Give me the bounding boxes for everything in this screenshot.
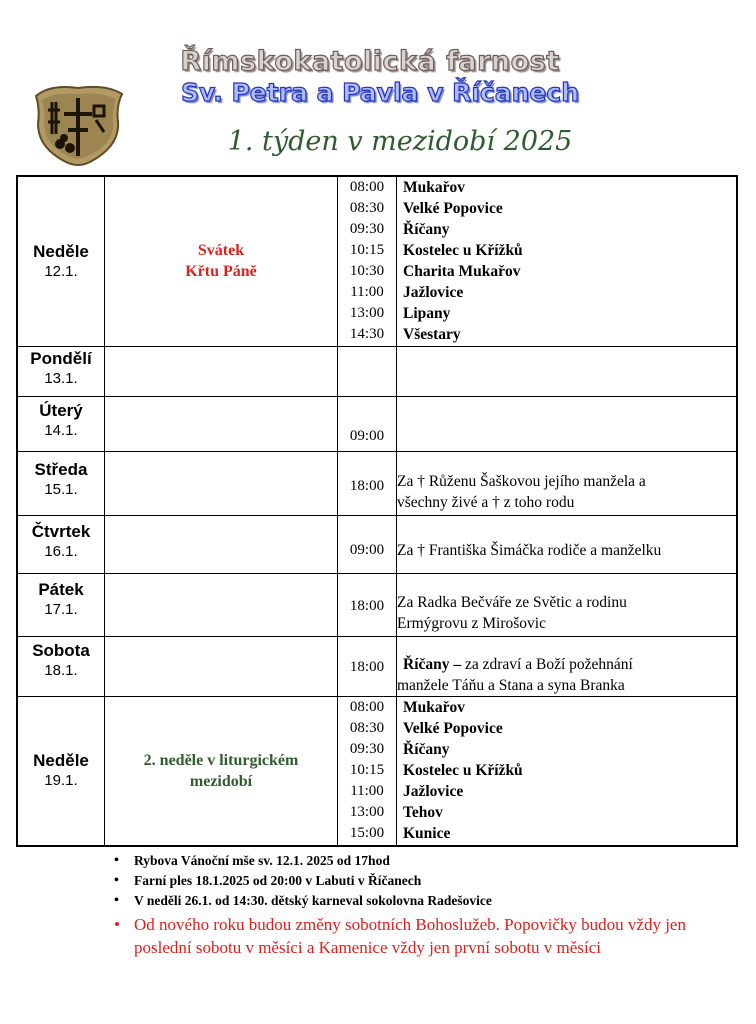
times-cell <box>338 515 397 573</box>
mass-time: 08:30 <box>349 720 385 737</box>
mass-place: Říčany <box>403 221 450 239</box>
day-date: 15.1. <box>44 480 78 498</box>
mass-time: 14:30 <box>349 326 385 343</box>
table-row <box>17 696 737 846</box>
table-row <box>17 573 737 636</box>
mass-place: Kunice <box>403 825 451 843</box>
feast-line: 2. neděle v liturgickém <box>143 751 299 769</box>
mass-time: 13:00 <box>349 305 385 322</box>
intent-line: Ermýgrovu z Mirošovic <box>397 614 546 632</box>
mass-time: 09:30 <box>349 221 385 238</box>
intent-line: Za † Růženu Šaškovou jejího manžela a <box>397 472 646 490</box>
mass-time: 09:30 <box>349 741 385 758</box>
mass-place: Mukařov <box>403 699 465 717</box>
times-cell <box>338 636 397 696</box>
feast-cell <box>105 573 338 636</box>
mass-time: 10:15 <box>349 762 385 779</box>
mass-time: 08:00 <box>349 179 385 196</box>
parish-title: Římskokatolická farnost <box>180 46 560 77</box>
feast-cell <box>105 515 338 573</box>
announcement-highlight: • Od nového roku budou změny sobotních Bohoslužeb. Popovičky budou vždy jen poslední sobotu v měsíci a Kamenice vždy jen první sobotu v měsíci <box>112 913 742 959</box>
times-cell <box>338 451 397 515</box>
day-date: 18.1. <box>44 661 78 679</box>
day-name: Pátek <box>38 579 84 599</box>
parish-crest-icon <box>30 82 126 168</box>
mass-time: 08:00 <box>349 699 385 716</box>
mass-time: 13:00 <box>349 804 385 821</box>
mass-place: Kostelec u Křížků <box>403 242 523 260</box>
feast-cell <box>105 396 338 451</box>
announcements <box>112 851 742 959</box>
table-row <box>17 346 737 396</box>
day-name: Středa <box>34 459 88 479</box>
announcement-item: • Rybova Vánoční mše sv. 12.1. 2025 od 17hod <box>112 851 742 871</box>
day-cell <box>17 636 105 696</box>
mass-time: 18:00 <box>349 597 385 614</box>
mass-time: 18:00 <box>349 477 385 494</box>
mass-place: Charita Mukařov <box>403 263 521 281</box>
intent-line <box>397 654 736 675</box>
mass-time: 10:15 <box>349 242 385 259</box>
feast-cell <box>105 346 338 396</box>
mass-time: 10:30 <box>349 263 385 280</box>
mass-time: 18:00 <box>349 658 385 675</box>
mass-time: 11:00 <box>350 284 384 301</box>
day-cell <box>17 176 105 346</box>
day-cell <box>17 573 105 636</box>
day-cell <box>17 346 105 396</box>
mass-place: Lipany <box>403 305 451 323</box>
week-title: 1. týden v mezidobí 2025 <box>227 126 573 157</box>
feast-cell <box>105 176 338 346</box>
day-date: 13.1. <box>44 369 78 387</box>
intent-cell <box>397 636 738 696</box>
times-cell <box>338 346 397 396</box>
day-date: 16.1. <box>44 542 78 560</box>
mass-schedule-table <box>16 175 738 847</box>
mass-time: 08:30 <box>349 200 385 217</box>
intent-line: všechny živé a † z toho rodu <box>397 493 575 511</box>
feast-line: Křtu Páně <box>185 263 257 281</box>
feast-line: mezidobí <box>189 772 253 790</box>
intent-place: Říčany – <box>403 655 462 673</box>
times-cell <box>338 396 397 451</box>
announcement-item: • Farní ples 18.1.2025 od 20:00 v Labuti v Říčanech <box>112 871 742 891</box>
feast-cell <box>105 451 338 515</box>
parish-subtitle: Sv. Petra a Pavla v Říčanech <box>180 78 579 107</box>
times-cell <box>338 573 397 636</box>
places-cell <box>397 176 738 346</box>
mass-place: Velké Popovice <box>403 200 503 218</box>
day-date: 14.1. <box>44 421 78 439</box>
day-date: 12.1. <box>44 262 78 280</box>
day-date: 17.1. <box>44 600 78 618</box>
intent-cell <box>397 515 738 573</box>
day-name: Neděle <box>33 241 89 261</box>
feast-cell <box>105 696 338 846</box>
mass-place: Všestary <box>403 326 461 344</box>
feast-line: Svátek <box>197 242 245 260</box>
mass-time: 09:00 <box>349 427 385 444</box>
page-header <box>0 0 756 172</box>
feast-cell <box>105 636 338 696</box>
mass-place: Jažlovice <box>403 783 464 801</box>
day-cell <box>17 696 105 846</box>
intent-cell <box>397 346 738 396</box>
day-cell <box>17 396 105 451</box>
table-row <box>17 396 737 451</box>
announcement-item: • V neděli 26.1. od 14:30. dětský karneval sokolovna Radešovice <box>112 891 742 911</box>
intent-text: za zdraví a Boží požehnání <box>461 655 633 673</box>
day-name: Neděle <box>33 751 89 771</box>
table-row <box>17 176 737 346</box>
intent-cell <box>397 396 738 451</box>
table-row <box>17 515 737 573</box>
day-cell <box>17 515 105 573</box>
day-name: Čtvrtek <box>31 521 91 541</box>
table-row <box>17 451 737 515</box>
table-row <box>17 636 737 696</box>
mass-time: 09:00 <box>349 541 385 558</box>
intent-line: Za † Františka Šimáčka rodiče a manželku <box>397 541 662 559</box>
intent-line: Za Radka Bečváře ze Světic a rodinu <box>397 593 627 611</box>
day-name: Úterý <box>39 400 83 420</box>
mass-place: Velké Popovice <box>403 720 503 738</box>
mass-place: Mukařov <box>403 179 465 197</box>
mass-time: 15:00 <box>349 825 385 842</box>
day-name: Pondělí <box>30 348 92 368</box>
times-cell <box>338 176 397 346</box>
day-name: Sobota <box>32 640 90 660</box>
intent-cell <box>397 451 738 515</box>
intent-cell <box>397 573 738 636</box>
mass-place: Jažlovice <box>403 284 464 302</box>
mass-place: Tehov <box>403 804 443 822</box>
times-cell <box>338 696 397 846</box>
mass-place: Říčany <box>403 741 450 759</box>
mass-place: Kostelec u Křížků <box>403 762 523 780</box>
places-cell <box>397 696 738 846</box>
day-date: 19.1. <box>44 772 78 790</box>
day-cell <box>17 451 105 515</box>
mass-time: 11:00 <box>350 783 384 800</box>
intent-line: manžele Táňu a Stana a syna Branka <box>397 676 625 694</box>
